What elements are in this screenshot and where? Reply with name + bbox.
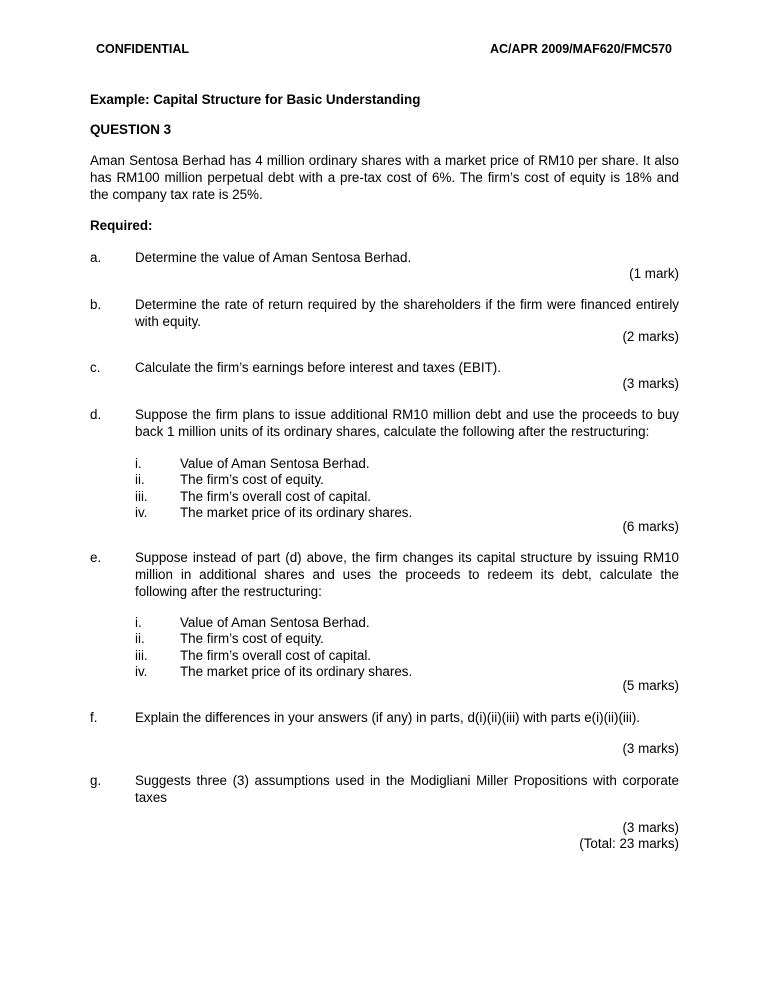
part-d-sub-ii-text: The firm’s cost of equity. — [180, 472, 324, 488]
part-e-sub-i-num: i. — [135, 615, 142, 630]
header-paper-code: AC/APR 2009/MAF620/FMC570 — [489, 42, 672, 56]
part-e-sub-iv-text: The market price of its ordinary shares. — [180, 663, 413, 679]
part-e-sub-i-text: Value of Aman Sentosa Berhad. — [180, 615, 370, 630]
part-a-text: Determine the value of Aman Sentosa Berhad. — [135, 250, 412, 265]
part-d-marks: (6 marks) — [622, 519, 679, 534]
part-e-sub-iii-text: The firm’s overall cost of capital. — [180, 647, 372, 663]
part-f — [90, 710, 679, 727]
part-a — [90, 250, 679, 267]
part-e-sub-ii — [135, 631, 635, 647]
part-d-sub-iv — [135, 505, 635, 521]
part-b-text: Determine the rate of return required by the shareholders if the firm were financed entirely with equity. — [135, 297, 679, 329]
part-f-text: Explain the differences in your answers (if any) in parts, d(i)(ii)(iii) with parts e(i)(ii)(iii). — [135, 710, 641, 725]
part-d-sub-iv-text: The market price of its ordinary shares. — [180, 504, 413, 520]
part-b-marks: (2 marks) — [622, 329, 679, 344]
part-e-label: e. — [90, 550, 102, 565]
example-title: Example: Capital Structure for Basic Understanding — [90, 92, 421, 107]
part-b-label: b. — [90, 297, 102, 312]
question-heading: QUESTION 3 — [90, 122, 172, 137]
part-c-marks: (3 marks) — [622, 376, 679, 391]
part-g — [90, 773, 679, 807]
part-e-sub-i — [135, 615, 635, 631]
part-d-sub-ii — [135, 472, 635, 488]
part-c-text: Calculate the firm’s earnings before interest and taxes (EBIT). — [135, 360, 501, 375]
part-g-marks: (3 marks) — [622, 820, 679, 835]
part-c-label: c. — [90, 360, 101, 375]
part-f-marks: (3 marks) — [622, 741, 679, 756]
part-e-sub-ii-text: The firm’s cost of equity. — [180, 631, 324, 647]
part-d-sub-iv-num: iv. — [135, 504, 148, 520]
part-e-sub-iv-num: iv. — [135, 663, 148, 679]
part-g-label: g. — [90, 773, 102, 788]
part-e-sublist — [135, 615, 635, 680]
part-e-sub-iii — [135, 648, 635, 664]
part-b — [90, 297, 679, 331]
part-e-marks: (5 marks) — [622, 678, 679, 693]
header-confidential: CONFIDENTIAL — [96, 42, 190, 56]
part-a-marks: (1 mark) — [629, 266, 679, 281]
part-e-sub-ii-num: ii. — [135, 631, 145, 647]
total-marks: (Total: 23 marks) — [579, 836, 679, 851]
part-d-sub-iii-num: iii. — [135, 488, 148, 504]
part-d — [90, 407, 679, 441]
part-e-sub-iii-num: iii. — [135, 647, 148, 663]
part-d-sublist — [135, 456, 635, 521]
part-d-sub-ii-num: ii. — [135, 472, 145, 488]
required-label: Required: — [90, 218, 153, 233]
part-c — [90, 360, 679, 377]
part-a-label: a. — [90, 250, 102, 265]
question-intro: Aman Sentosa Berhad has 4 million ordinary shares with a market price of RM10 per share. It also has RM100 million perpetual debt with a pre-tax cost of 6%. The firm’s cost of equity is 18% and the company tax rate is 25%. — [90, 153, 679, 202]
part-d-sub-i — [135, 456, 635, 472]
part-d-text: Suppose the firm plans to issue additional RM10 million debt and use the proceeds to buy back 1 million units of its ordinary shares, calculate the following after the restructuring: — [135, 407, 679, 439]
part-e — [90, 550, 679, 600]
part-g-text: Suggests three (3) assumptions used in the Modigliani Miller Propositions with corporate taxes — [135, 773, 679, 805]
part-f-label: f. — [90, 710, 98, 725]
part-d-sub-iii-text: The firm’s overall cost of capital. — [180, 488, 372, 504]
part-e-text: Suppose instead of part (d) above, the firm changes its capital structure by issuing RM10 million in additional shares and uses the proceeds to redeem its debt, calculate the following after the restructuring: — [135, 550, 679, 599]
part-e-sub-iv — [135, 664, 635, 680]
part-d-sub-iii — [135, 489, 635, 505]
part-d-sub-i-text: Value of Aman Sentosa Berhad. — [180, 456, 370, 471]
part-d-sub-i-num: i. — [135, 456, 142, 471]
part-d-label: d. — [90, 407, 102, 422]
